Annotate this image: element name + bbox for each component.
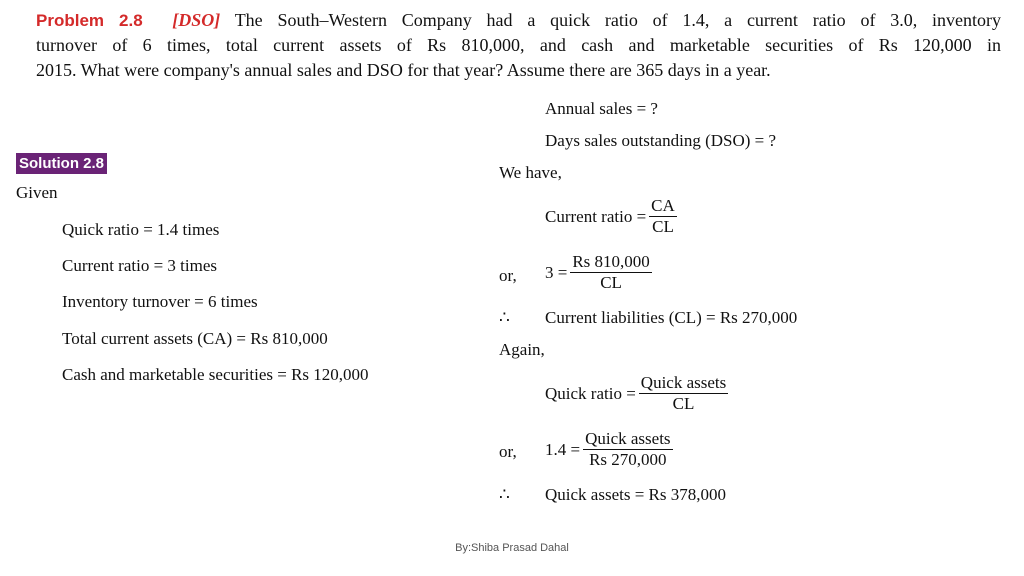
- quick-ratio-formula: [545, 373, 728, 414]
- current-ratio-fraction: [649, 196, 677, 237]
- quick-ratio-fraction: [639, 373, 728, 414]
- therefore-symbol-1: ∴: [499, 308, 510, 327]
- or-prefix-1: or,: [499, 266, 517, 285]
- therefore-symbol-2: ∴: [499, 485, 510, 504]
- fraction-numerator: Quick assets: [585, 429, 671, 448]
- given-cash-securities: Cash and marketable securities = Rs 120,000: [62, 365, 369, 384]
- substituted-lhs: 1.4 =: [545, 439, 581, 459]
- problem-statement: [36, 8, 1001, 83]
- problem-line-2: turnover of 6 times, total current assets of Rs 810,000, and cash and marketable securities of Rs 120,000 in: [36, 35, 1001, 55]
- given-total-current-assets: Total current assets (CA) = Rs 810,000: [62, 329, 328, 348]
- problem-tag: [DSO]: [172, 10, 221, 30]
- problem-label: Problem 2.8: [36, 11, 143, 30]
- fraction-denominator: CL: [672, 394, 695, 413]
- fraction-numerator: Quick assets: [640, 373, 727, 392]
- quick-ratio-lhs: Quick ratio =: [545, 383, 636, 403]
- current-ratio-substituted: [545, 252, 652, 293]
- problem-text-1: The South–Western Company had a quick ratio of 1.4, a current ratio of 3.0, inventory: [234, 10, 1002, 30]
- substituted-fraction: [570, 252, 651, 293]
- again: Again,: [499, 340, 545, 359]
- current-liabilities-result: Current liabilities (CL) = Rs 270,000: [545, 308, 798, 327]
- we-have: We have,: [499, 163, 562, 182]
- current-ratio-formula: [545, 196, 677, 237]
- current-ratio-lhs: Current ratio =: [545, 206, 647, 226]
- or-prefix-2: or,: [499, 442, 517, 461]
- quick-assets-result: Quick assets = Rs 378,000: [545, 485, 726, 504]
- solution-label: Solution 2.8: [16, 153, 107, 174]
- find-annual-sales: Annual sales = ?: [545, 99, 658, 118]
- quick-ratio-substituted: [545, 429, 673, 470]
- fraction-numerator: CA: [651, 196, 675, 215]
- fraction-denominator: Rs 270,000: [589, 450, 667, 469]
- substituted-lhs: 3 =: [545, 262, 568, 282]
- problem-line-1: [36, 8, 1001, 33]
- footer-credit: By:Shiba Prasad Dahal: [455, 542, 569, 554]
- find-dso: Days sales outstanding (DSO) = ?: [545, 131, 777, 150]
- given-quick-ratio: Quick ratio = 1.4 times: [62, 220, 220, 239]
- fraction-denominator: CL: [652, 217, 674, 236]
- problem-line-3: 2015. What were company's annual sales and DSO for that year? Assume there are 365 days in a year.: [36, 60, 771, 80]
- given-heading: Given: [16, 183, 58, 202]
- substituted-fraction: [583, 429, 672, 470]
- fraction-numerator: Rs 810,000: [572, 252, 650, 271]
- fraction-denominator: CL: [600, 273, 622, 292]
- given-inventory-turnover: Inventory turnover = 6 times: [62, 292, 258, 311]
- given-current-ratio: Current ratio = 3 times: [62, 256, 218, 275]
